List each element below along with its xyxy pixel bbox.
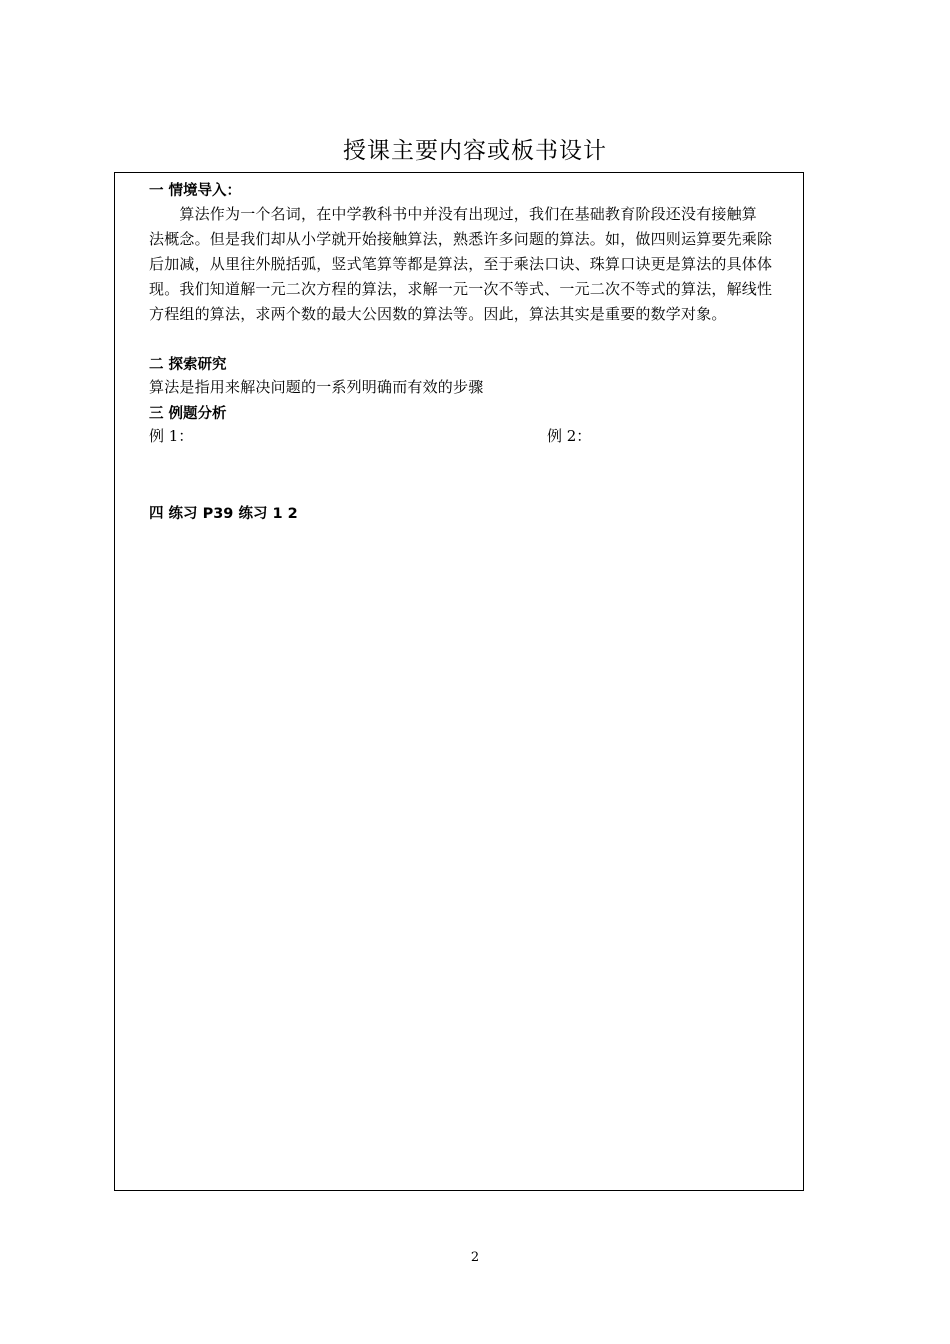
- intro-line-2: 法概念。但是我们却从小学就开始接触算法，熟悉许多问题的算法。如，做四则运算要先乘除: [149, 230, 773, 248]
- section-heading-practice: 四 练习 P39 练习 1 2: [149, 506, 298, 522]
- page-number: 2: [470, 1250, 480, 1265]
- section-heading-explore: 二 探索研究: [149, 357, 227, 373]
- explore-text: [149, 375, 799, 400]
- intro-paragraph: [149, 202, 799, 327]
- intro-line-3: 后加减，从里往外脱括弧，竖式笔算等都是算法，至于乘法口诀、珠算口诀更是算法的具体体: [149, 255, 773, 273]
- example-1-label: 例 1：: [149, 427, 194, 445]
- example-2-label: 例 2：: [547, 427, 592, 445]
- explore-line: 算法是指用来解决问题的一系列明确而有效的步骤: [149, 378, 484, 396]
- section-heading-examples: 三 例题分析: [149, 406, 227, 422]
- page-title: 授课主要内容或板书设计: [343, 138, 607, 164]
- intro-line-5: 方程组的算法，求两个数的最大公因数的算法等。因此，算法其实是重要的数学对象。: [149, 305, 727, 323]
- lesson-content-box: [114, 172, 804, 1191]
- intro-line-4: 现。我们知道解一元二次方程的算法，求解一元一次不等式、一元二次不等式的算法，解线性: [149, 280, 773, 298]
- section-heading-intro: 一 情境导入：: [149, 183, 242, 199]
- intro-line-1: 算法作为一个名词，在中学教科书中并没有出现过，我们在基础教育阶段还没有接触算: [149, 205, 758, 223]
